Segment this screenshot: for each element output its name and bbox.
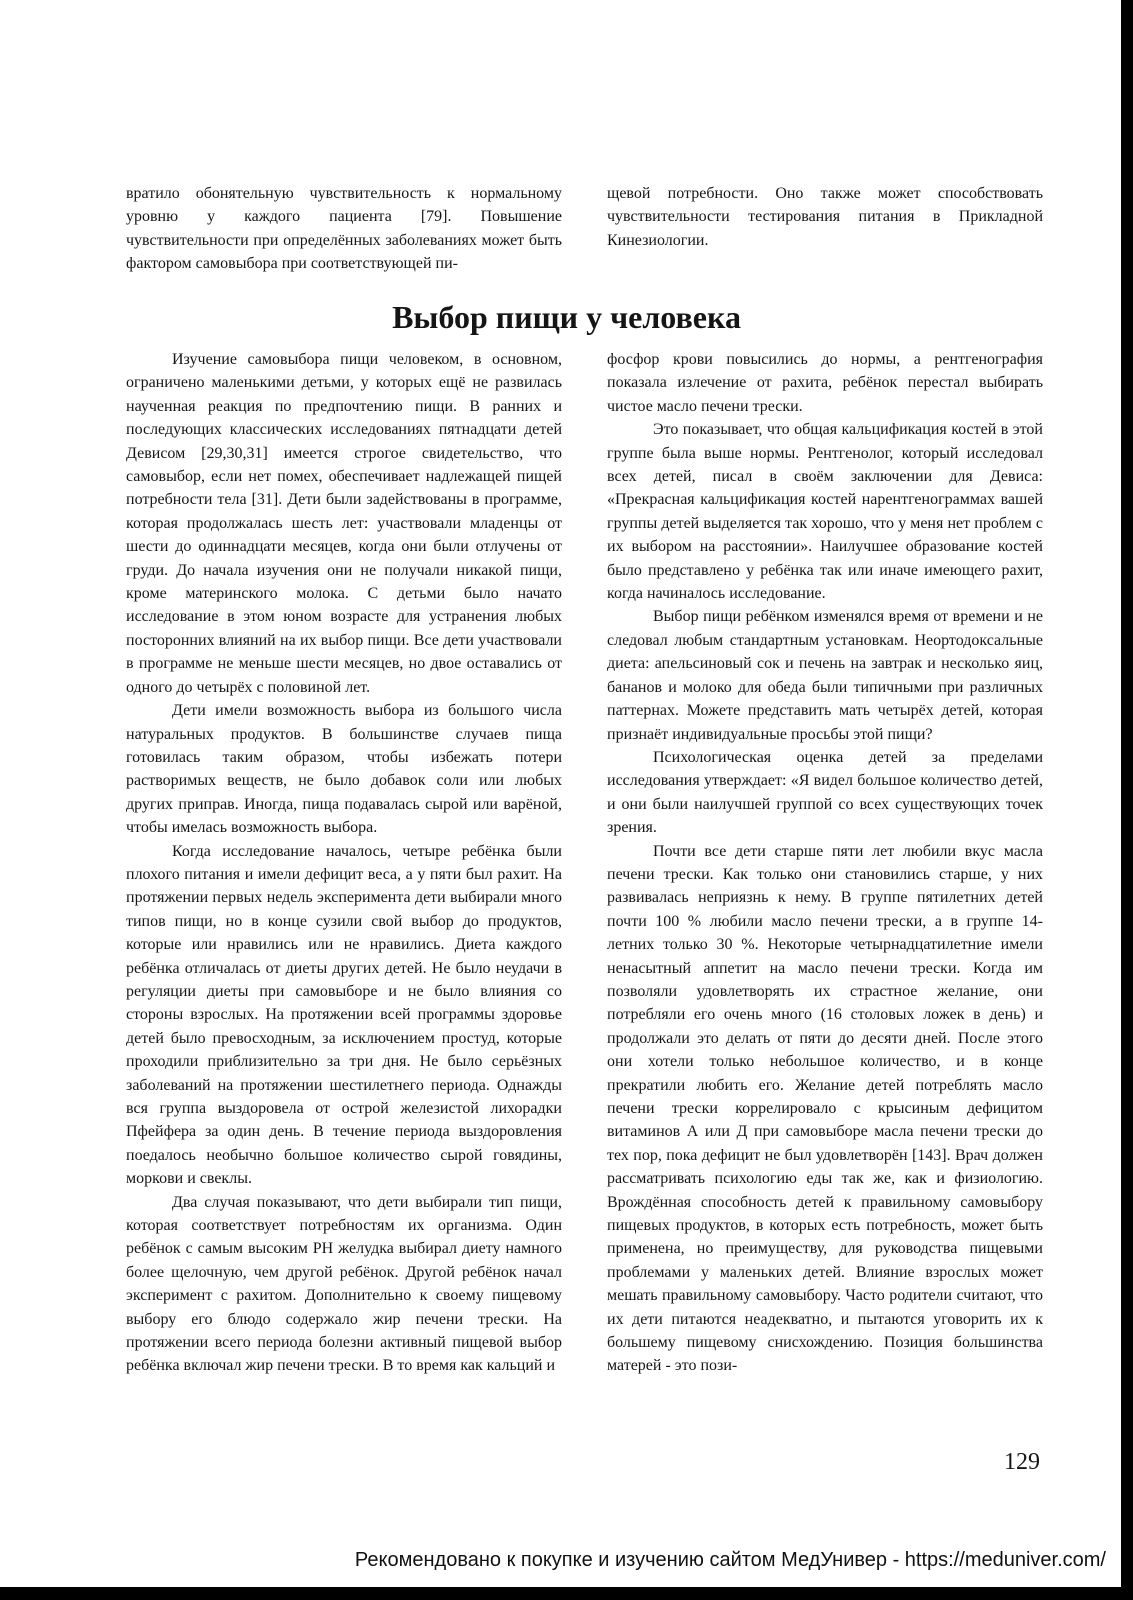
paragraph: фосфор крови повысились до нормы, а рентгенография показала излечение от рахита, ребёнок перестал выбирать чистое масло печени трески. xyxy=(607,351,1043,415)
paragraph: Два случая показывают, что дети выбирали тип пищи, которая соответствует потребностям их организма. Один ребёнок с самым высоким РН желудка выбирал диету намного более щелочную, чем другой ребёнок. Другой ребёнок начал эксперимент с рахитом. Дополнительно к своему пищевому выбору его блюдо содержало жир печени трески. На протяжении всего периода болезни активный пищевой выбор ребёнка включал жир печени трески. В то время как кальций и xyxy=(126,1193,562,1375)
footer-recommendation: Рекомендовано к покупке и изучению сайтом МедУнивер - https://meduniver.com/ xyxy=(354,1549,1106,1571)
paragraph: Почти все дети старше пяти лет любили вкус масла печени трески. Как только они становились старше, у них развивалась неприязнь к нему. В группе пятилетних детей почти 100 % любили масло печени трески, а в группе 14-летних только 30 %. Некоторые четырнадцатилетние имели ненасытный аппетит на масло печени трески. Когда им позволяли удовлетворять их страстное желание, они потребляли его очень много (16 столовых ложек в день) и продолжали это делать от пяти до десяти дней. После этого они хотели только небольшое количество, и в конце прекратили любить его. Желание детей потреблять масло печени трески коррелировало с крысиным дефицитом витаминов А или Д при самовыборе масла печени трески до тех пор, пока дефицит не был удовлетворён [143]. Врач должен рассматривать психологию еды так же, как и физиологию. Врождённая способность детей к правильному самовыбору пищевых продуктов, в которых есть потребность, может быть применена, но преимуществу, для руководства пищевыми проблемами у маленьких детей. Влияние взрослых может мешать правильному самовыбору. Часто родители считают, что их дети питаются неадекватно, и пытаются уговорить их к большему пищевому снисхождению. Позиция большинства матерей - это пози- xyxy=(607,842,1043,1375)
paragraph: Изучение самовыбора пищи человеком, в основном, ограничено маленькими детьми, у которых ещё не развилась наученная реакция по предпочтению пищи. В ранних и последующих классических исследованиях пятнадцати детей Девисом [29,30,31] имеется строгое свидетельство, что самовыбор, если нет помех, обеспечивает надлежащей пищей потребности тела [31]. Дети были задействованы в программе, которая продолжалась шесть лет: участвовали младенцы от шести до одиннадцати месяцев, когда они были отлучены от груди. До начала изучения они не получали никакой пищи, кроме материнского молока. С детьми было начато исследование в этом юном возрасте для устранения любых посторонних влияний на их выбор пищи. Все дети участвовали в программе не меньше шести месяцев, но двое оставались от одного до четырёх с половиной лет. xyxy=(126,351,562,696)
left-column xyxy=(126,348,562,1378)
top-right-column xyxy=(607,182,1043,252)
scan-bottom-border xyxy=(0,1587,1133,1600)
paragraph: Психологическая оценка детей за пределами исследования утверждает: «Я видел большое количество детей, и они были наилучшей группой со всех существующих точек зрения. xyxy=(607,748,1043,837)
top-left-column xyxy=(126,182,562,276)
paragraph: Выбор пищи ребёнком изменялся время от времени и не следовал любым стандартным установкам. Неортодоксальные диета: апельсиновый сок и печень на завтрак и несколько яиц, бананов и молоко для обеда были типичными при различных паттернах. Можете представить мать четырёх детей, которая признаёт индивидуальные просьбы этой пищи? xyxy=(607,608,1043,743)
right-column xyxy=(607,348,1043,1378)
scan-right-border xyxy=(1121,0,1133,1600)
continued-paragraph-right: щевой потребности. Оно также может способствовать чувствительности тестирования питания в Прикладной Кинезиологии. xyxy=(607,185,1043,249)
paragraph: Когда исследование началось, четыре ребёнка были плохого питания и имели дефицит веса, а у пяти был рахит. На протяжении первых недель эксперимента дети выбирали много типов пищи, но в конце сузили свой выбор до продуктов, которые или нравились или не нравились. Диета каждого ребёнка отличалась от диеты других детей. Не было неудачи в регуляции диеты при самовыборе и не было влияния со стороны взрослых. На протяжении всей программы здоровье детей было превосходным, за исключением простуд, которые проходили приблизительно за три дня. Не было серьёзных заболеваний на протяжении шестилетнего периода. Однажды вся группа выздоровела от острой железистой лихорадки Пфейфера за один день. В течение периода выздоровления поедалось необычно большое количество сырой говядины, моркови и свеклы. xyxy=(126,842,562,1188)
page-number: 129 xyxy=(1004,1449,1040,1475)
section-title: Выбор пищи у человека xyxy=(392,299,741,335)
continued-paragraph-left: вратило обонятельную чувствительность к нормальному уровню у каждого пациента [79]. Повышение чувствительности при определённых заболеваниях может быть фактором самовыбора при соответствующей пи- xyxy=(126,185,562,273)
paragraph: Дети имели возможность выбора из большого числа натуральных продуктов. В большинстве случаев пища готовилась таким образом, чтобы избежать потери растворимых веществ, не было добавок соли или любых других приправ. Иногда, пища подавалась сырой или варёной, чтобы имелась возможность выбора. xyxy=(126,702,562,837)
paragraph: Это показывает, что общая кальцификация костей в этой группе была выше нормы. Рентгенолог, который исследовал всех детей, писал в своём заключении для Девиса: «Прекрасная кальцификация костей нарентгенограммах вашей группы детей выделяется так хорошо, что у меня нет проблем с их выбором на расстоянии». Наилучшее образование костей было представлено у ребёнка так или иначе имеющего рахит, когда начиналось исследование. xyxy=(607,421,1043,603)
